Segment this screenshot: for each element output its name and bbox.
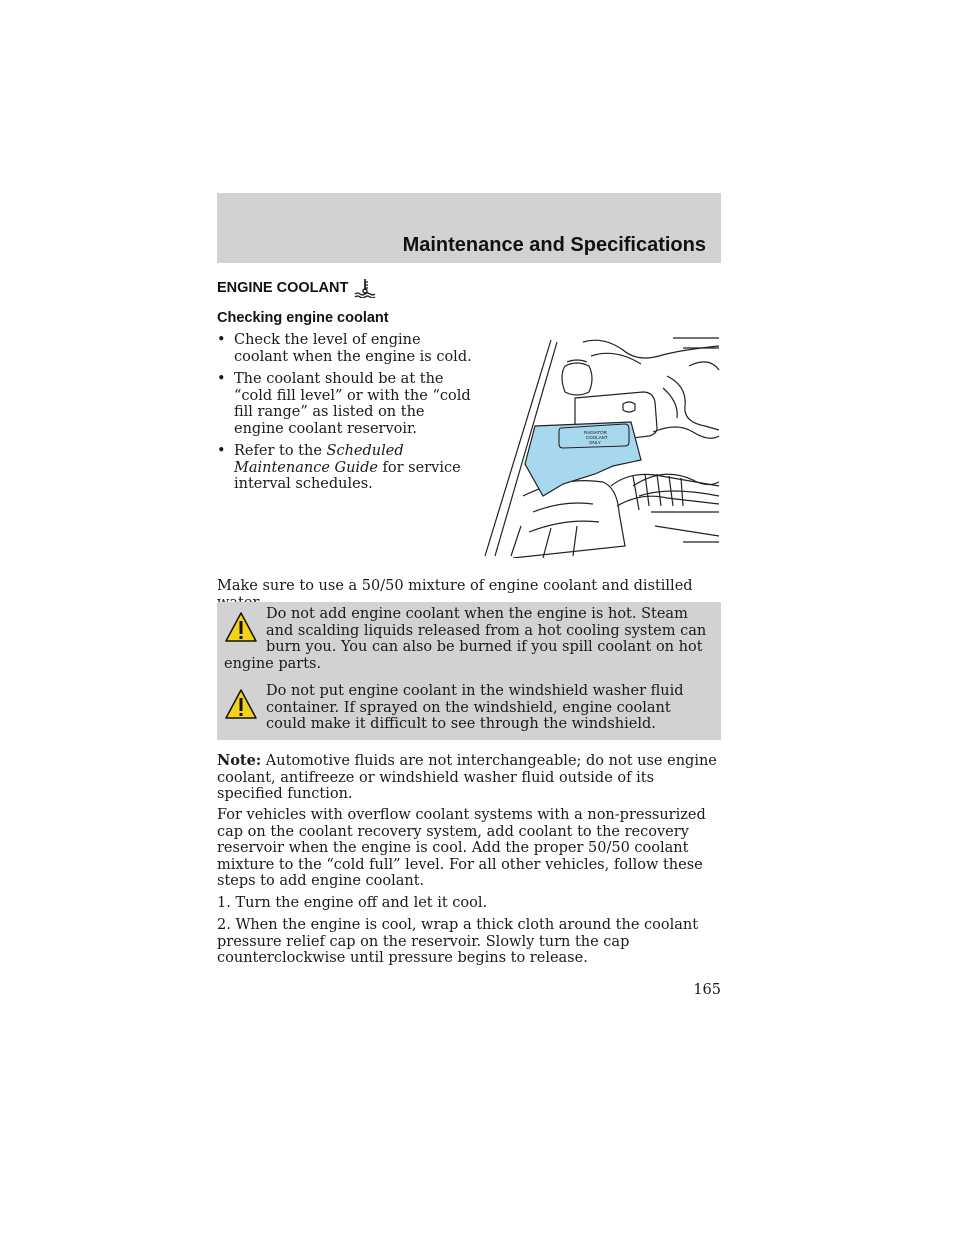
list-item <box>217 443 477 493</box>
engine-coolant-reservoir-illustration <box>483 336 721 558</box>
bullet-dot: • <box>217 443 226 459</box>
warning-box-hot-engine <box>217 602 721 679</box>
bullet-dot: • <box>217 371 226 387</box>
page-title: Maintenance and Specifications <box>402 234 706 256</box>
warning-triangle-icon <box>224 610 258 646</box>
note-label: Note: <box>217 752 262 769</box>
bullet-text: The coolant should be at the “cold fill level” or with the “cold fill range” as listed on the engine coolant reservoir. <box>234 371 471 437</box>
bullet-list <box>217 332 477 499</box>
mixture-paragraph: Make sure to use a 50/50 mixture of engine coolant and distilled <box>217 578 693 594</box>
bullet-text-italic: Scheduled Maintenance Guide <box>234 443 404 476</box>
reservoir-label-line2: COOLANT <box>586 435 608 440</box>
section-title-text: ENGINE COOLANT <box>217 280 349 296</box>
note-text: Automotive fluids are not interchangeable; do not use engine coolant, antifreeze or windshield washer fluid outside of its specified function. <box>217 753 717 802</box>
engine-coolant-temperature-icon <box>354 278 376 298</box>
reservoir-label-line3: ONLY <box>589 440 601 445</box>
warning-text: Do not put engine coolant in the windshield washer fluid container. If sprayed on the windshield, engine coolant could make it difficult to see through the windshield. <box>266 683 684 732</box>
warning-box-washer-fluid <box>217 679 721 740</box>
step-2: 2. When the engine is cool, wrap a thick cloth around the coolant pressure relief cap on the reservoir. Slowly turn the cap counterclockwise until pressure begins to release. <box>217 917 699 966</box>
note-paragraph <box>217 753 721 803</box>
reservoir-label-line1: RADIATOR <box>584 430 607 435</box>
bullet-text-post: for service interval schedules. <box>234 459 461 492</box>
page-number: 165 <box>693 982 721 998</box>
list-item <box>217 371 477 437</box>
bullet-text: Check the level of engine coolant when the engine is cold. <box>234 332 472 365</box>
step-1: 1. Turn the engine off and let it cool. <box>217 895 488 911</box>
overflow-paragraph: For vehicles with overflow coolant systems with a non-pressurized cap on the coolant recovery system, add coolant to the recovery reservoir when the engine is cool. Add the proper 50/50 coolant mixture to the “cold full” level. For all other vehicles, follow these steps to add engine coolant. <box>217 807 706 889</box>
subsection-title: Checking engine coolant <box>217 310 389 326</box>
bullet-text-pre: Refer to the <box>234 443 327 459</box>
header-band <box>217 193 721 263</box>
section-title <box>217 278 376 298</box>
warning-triangle-icon <box>224 687 258 723</box>
warning-text: Do not add engine coolant when the engine is hot. Steam and scalding liquids released from a hot cooling system can burn you. You can also be burned if you spill coolant on hot engine parts. <box>224 606 707 672</box>
bullet-dot: • <box>217 332 226 348</box>
list-item <box>217 332 477 365</box>
